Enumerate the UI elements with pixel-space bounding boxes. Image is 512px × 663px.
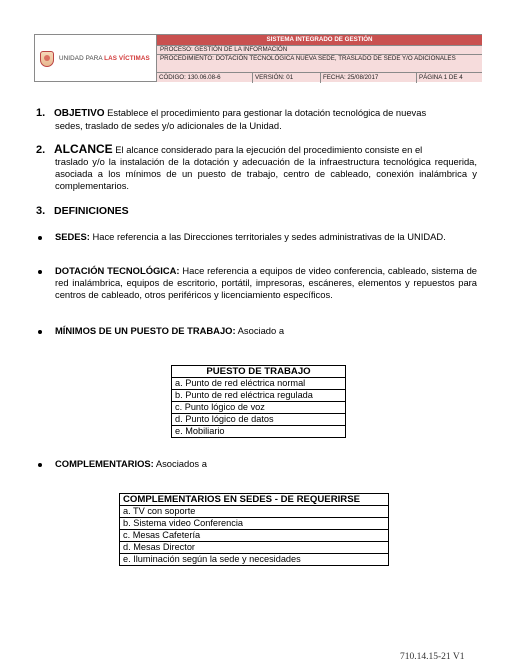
coat-of-arms-icon [40, 51, 54, 67]
table-row: b. Sistema video Conferencia [120, 518, 389, 530]
table-row: d. Punto lógico de datos [172, 414, 346, 426]
page-label: PÁGINA 1 DE 4 [419, 74, 463, 81]
table-row: b. Punto de red eléctrica regulada [172, 390, 346, 402]
table-row: c. Mesas Cafetería [120, 530, 389, 542]
footer-code: 710.14.15-21 V1 [400, 652, 465, 662]
section-definiciones: 3. DEFINICIONES [36, 205, 129, 217]
definition-item: COMPLEMENTARIOS: Asociados a [55, 458, 207, 469]
definition-item: DOTACIÓN TECNOLÓGICA: Hace referencia a equipos de video conferencia, cableado, sistema de red inalámbrica, equipos de escritorio, portátil, impresoras, escáneres, elementos y repuestos para centros de cableado, otros periféricos y licenciamiento específicos. [55, 265, 477, 300]
bullet-icon [38, 463, 42, 467]
section-objetivo: 1. OBJETIVO Establece el procedimiento para gestionar la dotación tecnológica de nuevas [36, 107, 427, 119]
table-row: a. TV con soporte [120, 506, 389, 518]
section-title: ALCANCE [54, 142, 113, 156]
table-row: e. Mobiliario [172, 426, 346, 438]
section-title: DEFINICIONES [54, 205, 129, 217]
table-row: c. Punto lógico de voz [172, 402, 346, 414]
definition-item: MÍNIMOS DE UN PUESTO DE TRABAJO: Asociado a [55, 325, 285, 336]
header-info [157, 35, 482, 82]
bullet-icon [38, 330, 42, 334]
logo [35, 35, 157, 82]
version-label: VERSIÓN: 01 [253, 73, 321, 83]
table-row: a. Punto de red eléctrica normal [172, 378, 346, 390]
table-header: COMPLEMENTARIOS EN SEDES - DE REQUERIRSE [120, 494, 389, 506]
table-row: d. Mesas Director [120, 542, 389, 554]
section-title: OBJETIVO [54, 108, 105, 119]
puesto-trabajo-table [171, 365, 346, 438]
document-header [34, 34, 482, 82]
bullet-icon [38, 236, 42, 240]
procedure-label: PROCEDIMIENTO: DOTACIÓN TECNOLÓGICA NUEVA SEDE, TRASLADO DE SEDE Y/O ADICIONALES [157, 54, 482, 72]
logo-text: UNIDAD PARA LAS VÍCTIMAS [59, 55, 150, 62]
table-header: PUESTO DE TRABAJO [172, 366, 346, 378]
code-label: CÓDIGO: 130.06.08-6 [157, 73, 253, 83]
header-meta-row [157, 72, 482, 82]
section-objetivo-cont: sedes, traslado de sedes y/o adicionales de la Unidad. [55, 120, 282, 131]
section-alcance-cont: traslado y/o la instalación de la dotación y adecuación de la infraestructura tecnológica requerida, asociada a los mínimos de un puesto de trabajo, centro de cableado, conexión inalámbrica y complementarios. [55, 156, 477, 191]
complementarios-table [119, 493, 389, 566]
definition-item: SEDES: Hace referencia a las Direcciones territoriales y sedes administrativas de la UNIDAD. [55, 231, 446, 242]
process-label: PROCESO: GESTIÓN DE LA INFORMACIÓN [157, 45, 482, 54]
date-label: FECHA: 25/08/2017 [321, 73, 417, 83]
table-row: e. Iluminación según la sede y necesidades [120, 554, 389, 566]
section-alcance: 2. ALCANCE El alcance considerado para la ejecución del procedimiento consiste en el [36, 142, 423, 156]
bullet-icon [38, 270, 42, 274]
system-title: SISTEMA INTEGRADO DE GESTIÓN [157, 35, 482, 45]
